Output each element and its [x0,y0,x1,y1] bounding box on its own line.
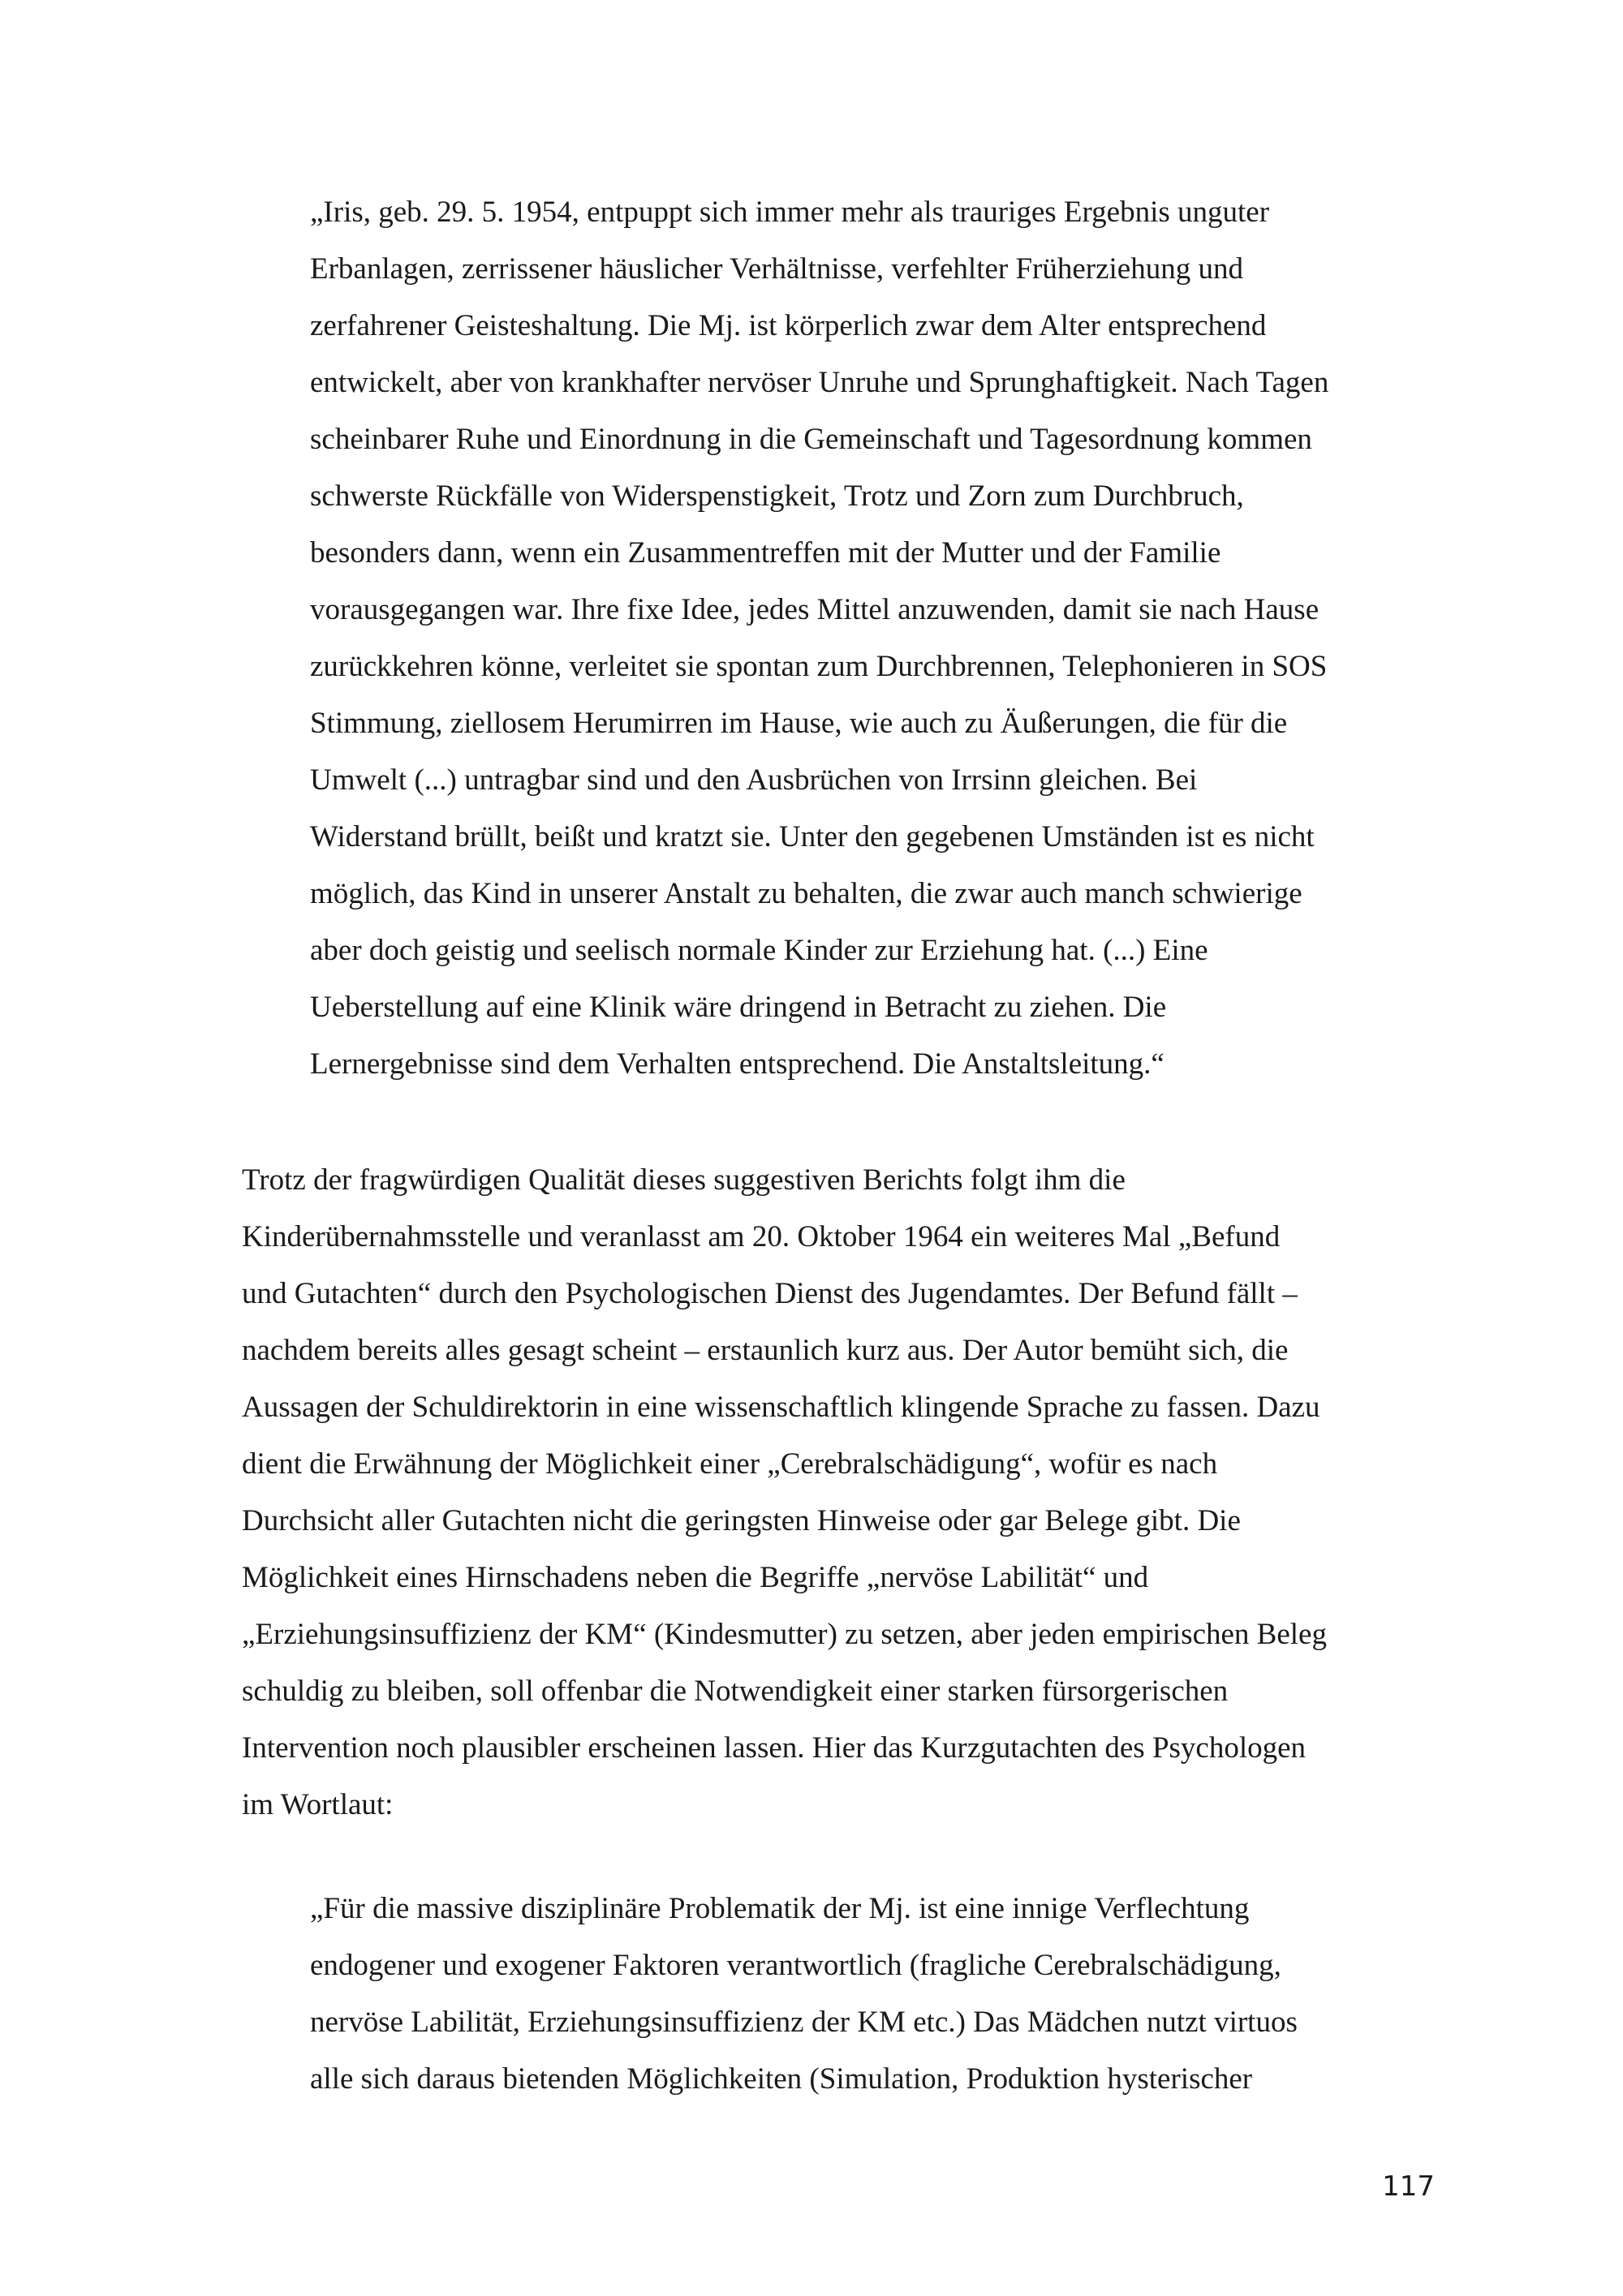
paragraph-line: Möglichkeit eines Hirnschadens neben die Begriffe „nervöse Labilität“ und [242,1561,1149,1594]
paragraph-line: Intervention noch plausibler erscheinen lassen. Hier das Kurzgutachten des Psychologen [242,1731,1307,1765]
quote-line: vorausgegangen war. Ihre fixe Idee, jedes Mittel anzuwenden, damit sie nach Hause [310,593,1319,626]
quote-line: Stimmung, ziellosem Herumirren im Hause, wie auch zu Äußerungen, die für die [310,707,1288,740]
quote-line: Ueberstellung auf eine Klinik wäre dringend in Betracht zu ziehen. Die [310,991,1167,1024]
block-quote-school-report [310,184,1430,1093]
quote-line: möglich, das Kind in unserer Anstalt zu behalten, die zwar auch manch schwierige [310,877,1302,910]
quote-line: Erbanlagen, zerrissener häuslicher Verhältnisse, verfehlter Früherziehung und [310,252,1243,286]
paragraph-line: Durchsicht aller Gutachten nicht die geringsten Hinweise oder gar Belege gibt. Die [242,1504,1241,1537]
paragraph-line: nachdem bereits alles gesagt scheint – erstaunlich kurz aus. Der Autor bemüht sich, die [242,1334,1289,1367]
page-number: 117 [1382,2170,1435,2203]
quote-line: entwickelt, aber von krankhafter nervöser Unruhe und Sprunghaftigkeit. Nach Tagen [310,366,1329,399]
quote-line: zerfahrener Geisteshaltung. Die Mj. ist körperlich zwar dem Alter entsprechend [310,309,1267,342]
quote-line: schwerste Rückfälle von Widerspenstigkeit, Trotz und Zorn zum Durchbruch, [310,479,1244,513]
quote-line: Widerstand brüllt, beißt und kratzt sie. Unter den gegebenen Umständen ist es nicht [310,820,1315,853]
quote-line: „Iris, geb. 29. 5. 1954, entpuppt sich immer mehr als trauriges Ergebnis unguter [310,196,1270,229]
block-quote-psychologist-report [310,1881,1430,2108]
quote-line: alle sich daraus bietenden Möglichkeiten (Simulation, Produktion hysterischer [310,2062,1253,2096]
body-paragraph [242,1152,1435,1834]
quote-line: scheinbarer Ruhe und Einordnung in die Gemeinschaft und Tagesordnung kommen [310,423,1312,456]
quote-line: aber doch geistig und seelisch normale Kinder zur Erziehung hat. (...) Eine [310,934,1208,967]
quote-line: endogener und exogener Faktoren verantwortlich (fragliche Cerebralschädigung, [310,1949,1281,1982]
quote-line: „Für die massive disziplinäre Problematik der Mj. ist eine innige Verflechtung [310,1892,1250,1925]
quote-line: nervöse Labilität, Erziehungsinsuffizienz der KM etc.) Das Mädchen nutzt virtuos [310,2006,1298,2039]
paragraph-line: Trotz der fragwürdigen Qualität dieses suggestiven Berichts folgt ihm die [242,1163,1126,1197]
quote-line: Umwelt (...) untragbar sind und den Ausbrüchen von Irrsinn gleichen. Bei [310,763,1198,797]
paragraph-line: Aussagen der Schuldirektorin in eine wissenschaftlich klingende Sprache zu fassen. Dazu [242,1391,1320,1424]
quote-line: Lernergebnisse sind dem Verhalten entsprechend. Die Anstaltsleitung.“ [310,1047,1165,1081]
paragraph-line: im Wortlaut: [242,1788,394,1821]
paragraph-line: „Erziehungsinsuffizienz der KM“ (Kindesmutter) zu setzen, aber jeden empirischen Beleg [242,1618,1327,1651]
paragraph-line: und Gutachten“ durch den Psychologischen Dienst des Jugendamtes. Der Befund fällt – [242,1277,1298,1310]
quote-line: besonders dann, wenn ein Zusammentreffen mit der Mutter und der Familie [310,536,1221,570]
paragraph-line: schuldig zu bleiben, soll offenbar die Notwendigkeit einer starken fürsorgerischen [242,1675,1229,1708]
quote-line: zurückkehren könne, verleitet sie spontan zum Durchbrennen, Telephonieren in SOS [310,650,1328,683]
paragraph-line: dient die Erwähnung der Möglichkeit einer „Cerebralschädigung“, wofür es nach [242,1447,1218,1481]
paragraph-line: Kinderübernahmsstelle und veranlasst am 20. Oktober 1964 ein weiteres Mal „Befund [242,1220,1281,1253]
